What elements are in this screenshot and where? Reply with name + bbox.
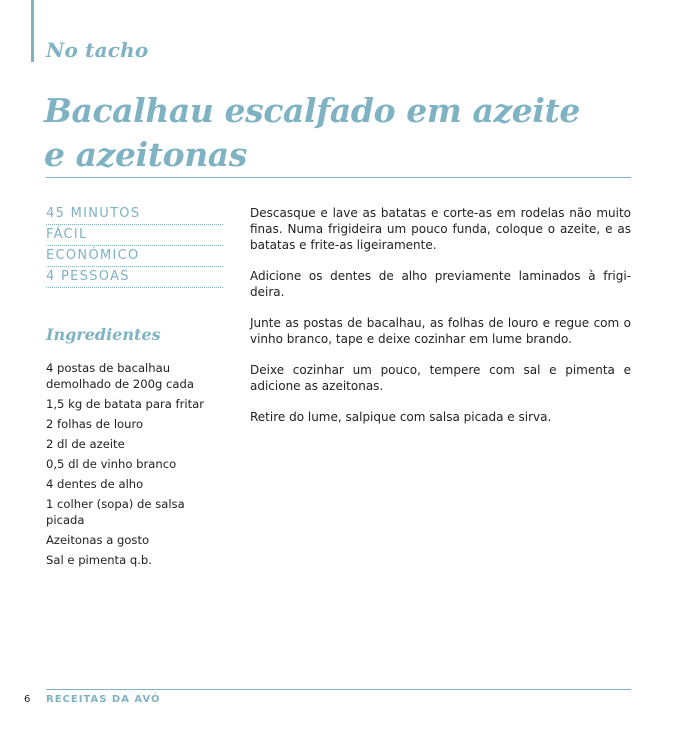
ingredient-item: 4 postas de bacalhau demolhado de 200g cada [46, 361, 194, 391]
ingredients-heading: Ingredientes [46, 325, 161, 344]
ingredient-item: 2 folhas de louro [46, 417, 144, 431]
page-number: 6 [24, 694, 31, 705]
title-line: e azeitonas [44, 135, 247, 174]
ingredient-item: 2 dl de azeite [46, 437, 125, 451]
meta-time: 45 MINUTOS [46, 205, 223, 225]
footer-divider [46, 689, 631, 690]
ingredient-item: 1 colher (sopa) de salsa picada [46, 497, 185, 527]
title-divider [46, 177, 631, 178]
ingredient-item: Sal e pimenta q.b. [46, 553, 152, 567]
step-paragraph: Retire do lume, salpique com salsa picada e sirva. [250, 410, 552, 424]
meta-difficulty: FÁCIL [46, 226, 223, 246]
preparation-steps [250, 205, 631, 440]
title-line: Bacalhau escalfado em azeite [44, 91, 580, 130]
ingredient-item: 1,5 kg de batata para fritar [46, 397, 205, 411]
ingredient-item: 0,5 dl de vinho branco [46, 457, 177, 471]
accent-bar [31, 0, 34, 62]
meta-servings: 4 PESSOAS [46, 268, 223, 288]
step-paragraph: Deixe cozinhar um pouco, tempere com sal e pimenta e adicione as azeitonas. [250, 363, 631, 393]
step-paragraph: Descasque e lave as batatas e corte-as em rodelas não muito finas. Numa frigideira um pouco funda, coloque o azeite, e as batatas e frite-as ligeiramente. [250, 206, 631, 252]
meta-cost: ECONÓMICO [46, 247, 223, 267]
book-title: RECEITAS DA AVÓ [46, 694, 161, 705]
ingredients-list [46, 360, 221, 572]
section-label: No tacho [46, 38, 149, 62]
recipe-meta [46, 205, 223, 289]
ingredient-item: 4 dentes de alho [46, 477, 144, 491]
step-paragraph: Adicione os dentes de alho previamente laminados à frigi-deira. [250, 269, 631, 299]
step-paragraph: Junte as postas de bacalhau, as folhas de louro e regue com o vinho branco, tape e deixe cozinhar em lume brando. [250, 316, 631, 346]
recipe-title [44, 89, 644, 177]
ingredient-item: Azeitonas a gosto [46, 533, 150, 547]
